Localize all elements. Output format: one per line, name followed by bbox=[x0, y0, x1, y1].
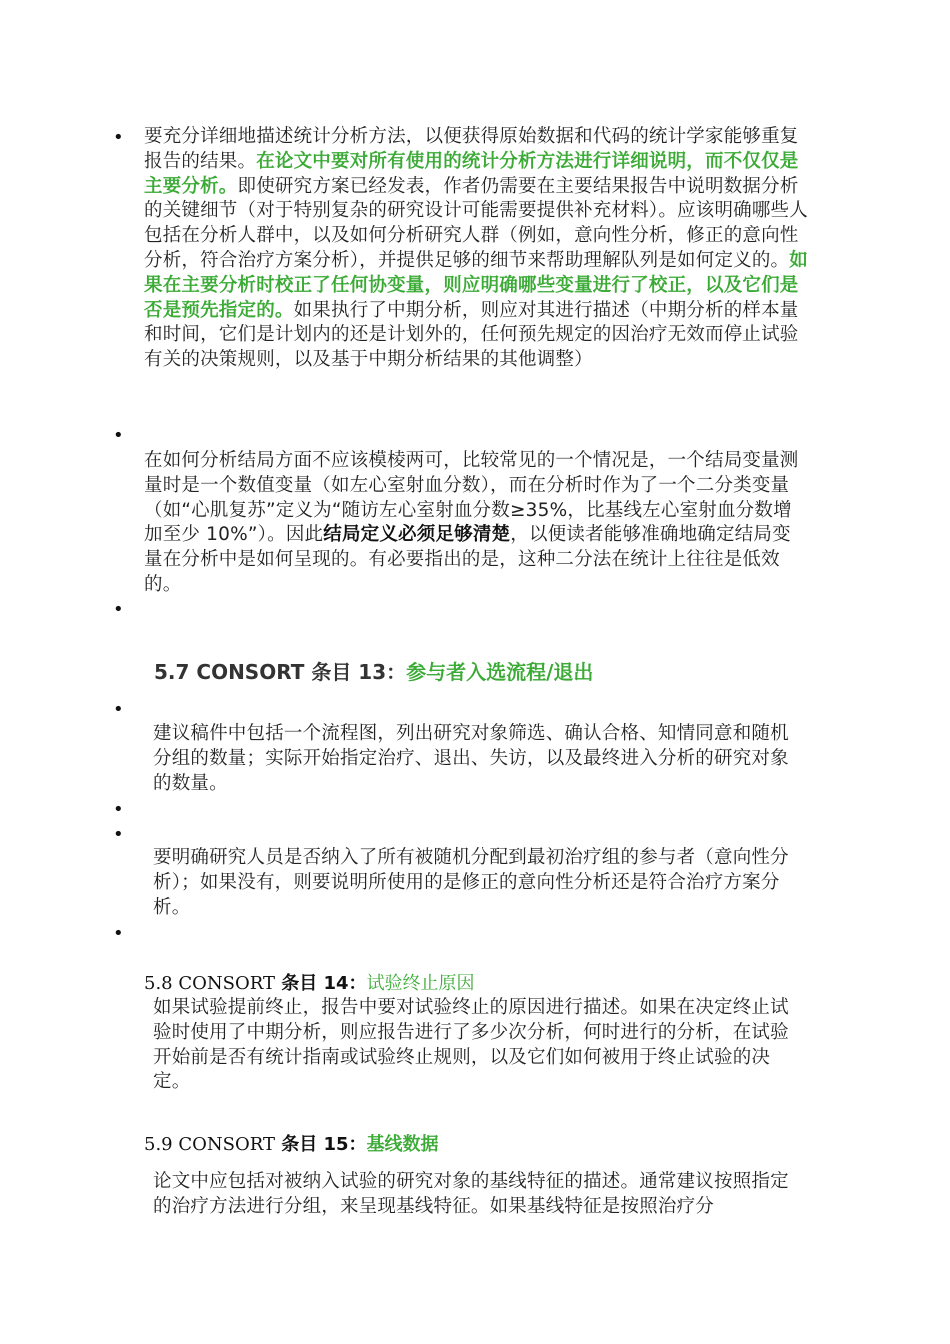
heading-5-9-title: 基线数据 bbox=[366, 1134, 439, 1155]
heading-5-8-mid: 条目 14： bbox=[274, 973, 367, 994]
bullet-2: • bbox=[113, 425, 124, 446]
bullet-7: • bbox=[113, 923, 124, 944]
paragraph-itt: 要明确研究人员是否纳入了所有被随机分配到最初治疗组的参与者（意向性分析）；如果没有，则要说明所使用的是修正的意向性分析还是符合治疗方案分析。 bbox=[153, 847, 789, 918]
paragraph-outcome-analysis bbox=[144, 449, 808, 598]
p1-highlight-1: 在论文中要对所有使用的统计分析方法进行详细说明，而不仅仅是主要分析。 bbox=[144, 150, 799, 197]
p1-text-1: 要充分详细地描述统计分析方法，以便获得原始数据和代码的统计学家能够重复报告的结果。 bbox=[144, 126, 799, 172]
bullet-6: • bbox=[113, 824, 124, 845]
bullet-4: • bbox=[113, 699, 124, 720]
heading-5-9 bbox=[144, 1133, 439, 1157]
bullet-3: • bbox=[113, 599, 124, 620]
p2-text-2: ，以便读者能够准确地确定结局变量在分析中是如何呈现的。有必要指出的是，这种二分法在统计上往往是低效的。 bbox=[144, 524, 791, 595]
paragraph-statistical-methods bbox=[144, 125, 808, 373]
bullet-1: • bbox=[113, 127, 124, 148]
p2-text-1: 在如何分析结局方面不应该模棱两可，比较常见的一个情况是，一个结局变量测量时是一个数值变量（如左心室射血分数），而在分析时作为了一个二分类变量（如“心肌复苏”定义为“随访左心室射血分数≥35%，比基线左心室射血分数增加至少 10%”）。因此 bbox=[144, 450, 799, 546]
heading-5-7-prefix: 5.7 CONSORT 条目 13： bbox=[154, 660, 407, 684]
heading-5-7-title: 参与者入选流程/退出 bbox=[406, 660, 594, 684]
heading-5-8-num: 5.8 CONSORT bbox=[144, 973, 275, 994]
heading-5-9-num: 5.9 CONSORT bbox=[144, 1134, 275, 1155]
heading-5-7 bbox=[154, 659, 593, 685]
heading-5-8 bbox=[144, 972, 475, 996]
paragraph-early-termination: 如果试验提前终止，报告中要对试验终止的原因进行描述。如果在决定终止试验时使用了中期分析，则应报告进行了多少次分析，何时进行的分析，在试验开始前是否有统计指南或试验终止规则，以及它们如何被用于终止试验的决定。 bbox=[153, 997, 789, 1093]
p2-bold: 结局定义必须足够清楚 bbox=[323, 524, 511, 546]
p1-text-3: 如果执行了中期分析，则应对其进行描述（中期分析的样本量和时间，它们是计划内的还是计划外的，任何预先规定的因治疗无效而停止试验有关的决策规则，以及基于中期分析结果的其他调整） bbox=[144, 299, 799, 371]
p1-text-2: 即使研究方案已经发表，作者仍需要在主要结果报告中说明数据分析的关键细节（对于特别复杂的研究设计可能需要提供补充材料）。应该明确哪些人包括在分析人群中，以及如何分析研究人群（例如，意向性分析，修正的意向性分析，符合治疗方案分析），并提供足够的细节来帮助理解队列是如何定义的。 bbox=[144, 175, 808, 271]
heading-5-8-title: 试验终止原因 bbox=[366, 973, 475, 994]
p1-highlight-2: 如果在主要分析时校正了任何协变量，则应明确哪些变量进行了校正，以及它们是否是预先指定的。 bbox=[144, 249, 808, 321]
bullet-5: • bbox=[113, 799, 124, 820]
paragraph-baseline: 论文中应包括对被纳入试验的研究对象的基线特征的描述。通常建议按照指定的治疗方法进行分组，来呈现基线特征。如果基线特征是按照治疗分 bbox=[153, 1171, 789, 1217]
heading-5-9-mid: 条目 15： bbox=[274, 1134, 367, 1155]
paragraph-flow-diagram: 建议稿件中包括一个流程图，列出研究对象筛选、确认合格、知情同意和随机分组的数量；实际开始指定治疗、退出、失访，以及最终进入分析的研究对象的数量。 bbox=[153, 723, 789, 794]
